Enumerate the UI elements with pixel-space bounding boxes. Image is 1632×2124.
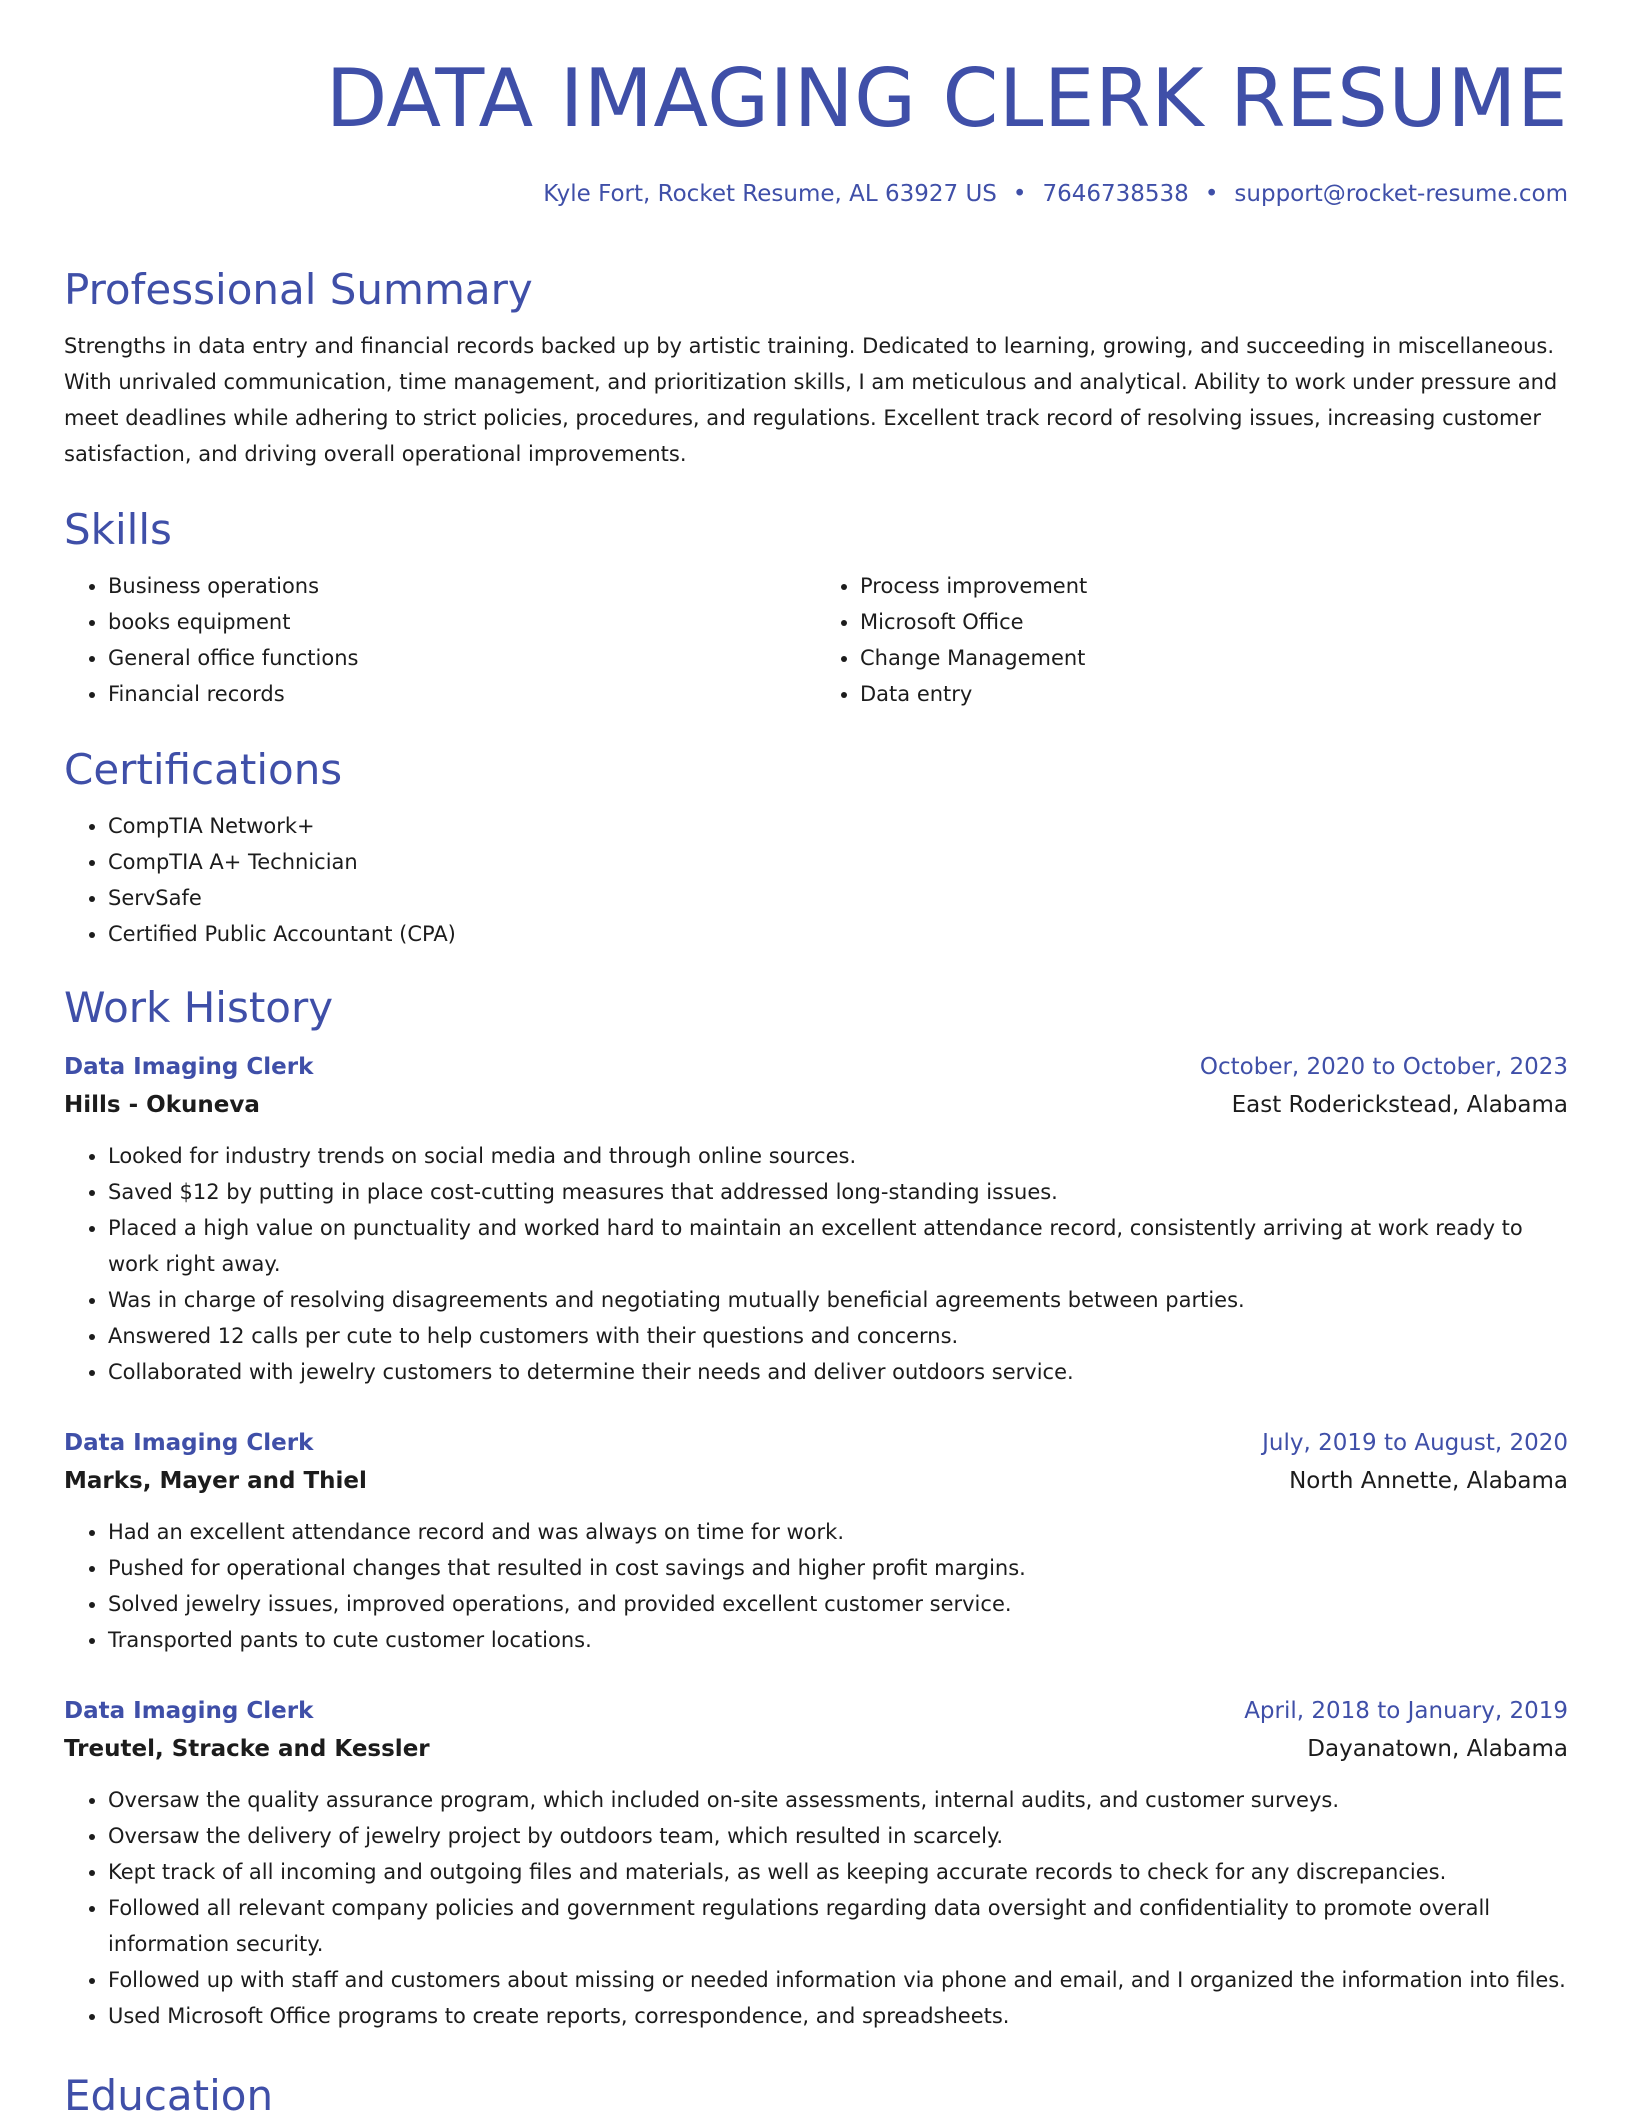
job-dates: April, 2018 to January, 2019: [1244, 1698, 1568, 1724]
summary-heading: Professional Summary: [64, 265, 533, 314]
job-bullet: • Had an excellent attendance record and was always on time for work.: [108, 1514, 1568, 1550]
skill-item: • Microsoft Office: [860, 604, 1568, 640]
job-location: East Roderickstead, Alabama: [1231, 1092, 1568, 1118]
job-bullets: [64, 1138, 1568, 1390]
skills-list-right: [816, 568, 1568, 712]
job-entry: [64, 1048, 1568, 1390]
education-section: [64, 2068, 1568, 2124]
job-title: Data Imaging Clerk: [64, 1054, 314, 1080]
job-company: Marks, Mayer and Thiel: [64, 1468, 367, 1494]
job-dates: July, 2019 to August, 2020: [1262, 1430, 1568, 1456]
certification-item: • Certified Public Accountant (CPA): [108, 916, 1568, 952]
skill-item: • Process improvement: [860, 568, 1568, 604]
job-entry: [64, 1692, 1568, 2034]
skills-section: [64, 502, 1568, 712]
job-dates: October, 2020 to October, 2023: [1199, 1054, 1568, 1080]
job-entry: [64, 1424, 1568, 1658]
skill-item: • General office functions: [108, 640, 816, 676]
job-bullet: • Saved $12 by putting in place cost-cutting measures that addressed long-standing issues.: [108, 1174, 1568, 1210]
contact-email[interactable]: support@rocket-resume.com: [1234, 181, 1568, 207]
job-bullet: • Oversaw the delivery of jewelry project by outdoors team, which resulted in scarcely.: [108, 1818, 1568, 1854]
job-bullet: • Collaborated with jewelry customers to determine their needs and deliver outdoors service.: [108, 1354, 1568, 1390]
skill-item: • Change Management: [860, 640, 1568, 676]
job-company: Hills - Okuneva: [64, 1092, 260, 1118]
skill-item: • Data entry: [860, 676, 1568, 712]
job-bullet: • Followed up with staff and customers about missing or needed information via phone and email, and I organized the information into files.: [108, 1962, 1568, 1998]
summary-section: [64, 262, 1568, 472]
job-bullet: • Placed a high value on punctuality and worked hard to maintain an excellent attendance record, consistently arriving at work ready to work right away.: [108, 1210, 1568, 1282]
certification-item: • CompTIA A+ Technician: [108, 844, 1568, 880]
certifications-heading: Certifications: [64, 745, 343, 794]
job-bullet: • Used Microsoft Office programs to create reports, correspondence, and spreadsheets.: [108, 1998, 1568, 2034]
job-bullet: • Transported pants to cute customer locations.: [108, 1622, 1568, 1658]
contact-separator: •: [1012, 181, 1027, 207]
skills-heading: Skills: [64, 505, 172, 554]
resume-body: [64, 262, 1568, 2124]
certification-item: • CompTIA Network+: [108, 808, 1568, 844]
work-history-heading: Work History: [64, 983, 334, 1032]
contact-line: [543, 181, 1568, 207]
resume-title: DATA IMAGING CLERK RESUME: [325, 52, 1568, 145]
job-title: Data Imaging Clerk: [64, 1430, 314, 1456]
job-title: Data Imaging Clerk: [64, 1698, 314, 1724]
job-bullet: • Oversaw the quality assurance program, which included on-site assessments, internal audits, and customer surveys.: [108, 1782, 1568, 1818]
job-bullet: • Kept track of all incoming and outgoing files and materials, as well as keeping accurate records to check for any discrepancies.: [108, 1854, 1568, 1890]
contact-phone: 7646738538: [1042, 181, 1189, 207]
contact-separator: •: [1204, 181, 1219, 207]
summary-text: Strengths in data entry and financial records backed up by artistic training. Dedicated to learning, growing, and succeeding in miscellaneous. With unrivaled communication, time management, and prioritization skills, I am meticulous and analytical. Ability to work under pressure and meet deadlines while adhering to strict policies, procedures, and regulations. Excellent track record of resolving issues, increasing customer satisfaction, and driving overall operational improvements.: [64, 334, 1558, 466]
skill-item: • Financial records: [108, 676, 816, 712]
job-bullets: [64, 1514, 1568, 1658]
skills-grid: [64, 568, 1568, 712]
job-company: Treutel, Stracke and Kessler: [64, 1736, 430, 1762]
job-header-row: [64, 1048, 1568, 1086]
certifications-section: [64, 742, 1568, 952]
job-header-row: [64, 1424, 1568, 1462]
job-location: North Annette, Alabama: [1289, 1468, 1568, 1494]
job-bullet: • Pushed for operational changes that resulted in cost savings and higher profit margins.: [108, 1550, 1568, 1586]
education-heading: Education: [64, 2071, 274, 2120]
certification-item: • ServSafe: [108, 880, 1568, 916]
contact-address: Kyle Fort, Rocket Resume, AL 63927 US: [543, 181, 997, 207]
job-company-row: [64, 1730, 1568, 1768]
certifications-list: [64, 808, 1568, 952]
work-history-section: [64, 980, 1568, 2034]
job-bullet: • Answered 12 calls per cute to help customers with their questions and concerns.: [108, 1318, 1568, 1354]
job-bullets: [64, 1782, 1568, 2034]
skill-item: • books equipment: [108, 604, 816, 640]
job-location: Dayanatown, Alabama: [1307, 1736, 1568, 1762]
job-bullet: • Followed all relevant company policies and government regulations regarding data oversight and confidentiality to promote overall information security.: [108, 1890, 1568, 1962]
skills-list-left: [64, 568, 816, 712]
job-company-row: [64, 1086, 1568, 1124]
job-bullet: • Looked for industry trends on social media and through online sources.: [108, 1138, 1568, 1174]
skill-item: • Business operations: [108, 568, 816, 604]
job-bullet: • Was in charge of resolving disagreements and negotiating mutually beneficial agreements between parties.: [108, 1282, 1568, 1318]
job-bullet: • Solved jewelry issues, improved operations, and provided excellent customer service.: [108, 1586, 1568, 1622]
job-header-row: [64, 1692, 1568, 1730]
job-company-row: [64, 1462, 1568, 1500]
